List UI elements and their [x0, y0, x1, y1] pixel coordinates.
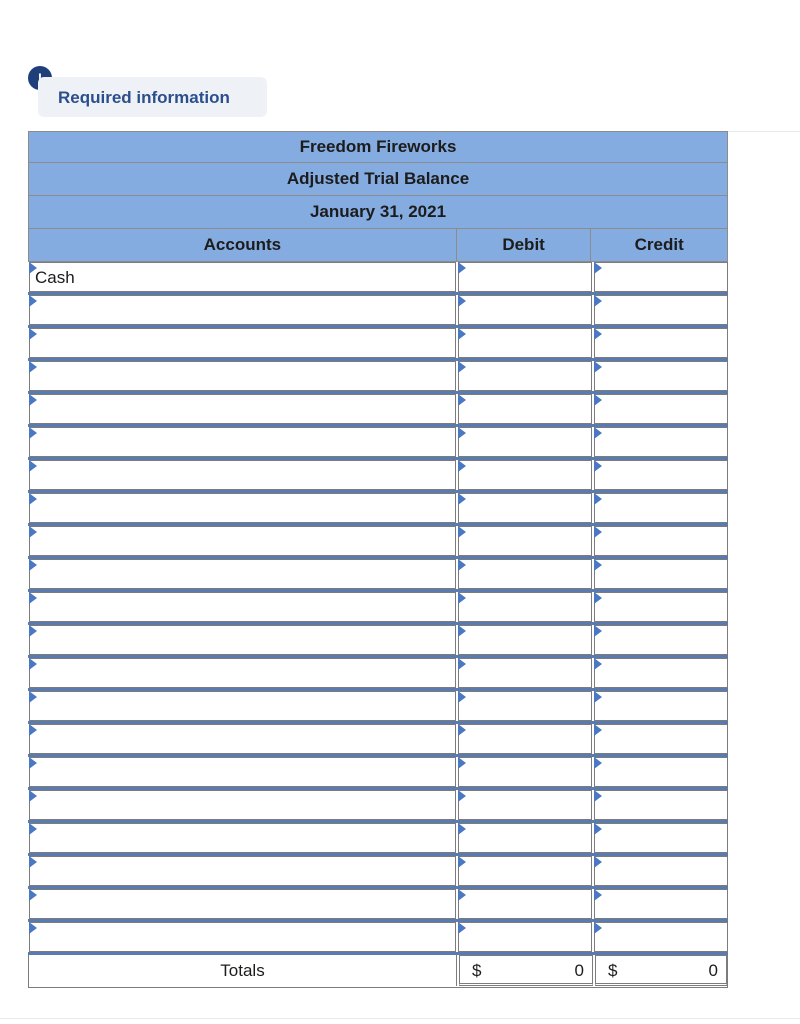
credit-input[interactable]: [594, 592, 728, 622]
credit-input[interactable]: [594, 823, 728, 853]
table-row: [28, 625, 728, 658]
debit-input[interactable]: [458, 889, 592, 919]
table-row: [28, 691, 728, 724]
dropdown-marker-icon: [29, 394, 37, 406]
table-row: [28, 823, 728, 856]
account-select[interactable]: [29, 823, 456, 853]
dropdown-marker-icon: [594, 394, 602, 406]
credit-input[interactable]: [594, 922, 728, 952]
credit-column-header: Credit: [634, 235, 684, 254]
debit-input[interactable]: [458, 823, 592, 853]
debit-input[interactable]: [458, 724, 592, 754]
table-row: [28, 526, 728, 559]
dropdown-marker-icon: [458, 460, 466, 472]
dropdown-marker-icon: [458, 361, 466, 373]
account-select[interactable]: [29, 493, 456, 523]
dropdown-marker-icon: [29, 658, 37, 670]
account-select[interactable]: [29, 790, 456, 820]
dropdown-marker-icon: [594, 691, 602, 703]
totals-label: Totals: [29, 955, 457, 986]
dropdown-marker-icon: [458, 625, 466, 637]
dropdown-marker-icon: [594, 724, 602, 736]
divider: [0, 1018, 800, 1019]
dropdown-marker-icon: [29, 757, 37, 769]
dropdown-marker-icon: [594, 460, 602, 472]
dropdown-marker-icon: [594, 592, 602, 604]
dropdown-marker-icon: [594, 823, 602, 835]
debit-input[interactable]: [458, 625, 592, 655]
account-select[interactable]: [29, 922, 456, 952]
account-select[interactable]: [29, 361, 456, 391]
dropdown-marker-icon: [458, 592, 466, 604]
debit-input[interactable]: [458, 922, 592, 952]
dropdown-marker-icon: [594, 493, 602, 505]
dropdown-marker-icon: [594, 790, 602, 802]
account-select[interactable]: [29, 559, 456, 589]
dropdown-marker-icon: [29, 823, 37, 835]
account-select[interactable]: [29, 394, 456, 424]
table-row: [28, 559, 728, 592]
dropdown-marker-icon: [458, 724, 466, 736]
debit-input[interactable]: [458, 493, 592, 523]
debit-input[interactable]: [458, 856, 592, 886]
dropdown-marker-icon: [458, 328, 466, 340]
dropdown-marker-icon: [458, 889, 466, 901]
table-row: [28, 361, 728, 394]
credit-input[interactable]: [594, 724, 728, 754]
debit-input[interactable]: [458, 394, 592, 424]
table-row: [28, 460, 728, 493]
dropdown-marker-icon: [594, 262, 602, 274]
debit-input[interactable]: [458, 757, 592, 787]
account-select[interactable]: [29, 460, 456, 490]
account-select[interactable]: [29, 427, 456, 457]
debit-column-header: Debit: [457, 229, 592, 261]
table-row: [28, 295, 728, 328]
statement-title: Adjusted Trial Balance: [28, 162, 728, 195]
dropdown-marker-icon: [29, 493, 37, 505]
account-select-value: Cash: [35, 268, 75, 287]
account-select[interactable]: [29, 526, 456, 556]
account-select[interactable]: [29, 592, 456, 622]
debit-input[interactable]: [458, 658, 592, 688]
dropdown-marker-icon: [29, 889, 37, 901]
dropdown-marker-icon: [594, 625, 602, 637]
credit-input[interactable]: [594, 526, 728, 556]
table-row: [28, 658, 728, 691]
totals-row: [28, 955, 728, 988]
credit-input[interactable]: [594, 559, 728, 589]
account-select[interactable]: [29, 691, 456, 721]
table-row: [28, 328, 728, 361]
credit-input[interactable]: [594, 889, 728, 919]
dropdown-marker-icon: [29, 724, 37, 736]
debit-input[interactable]: [458, 790, 592, 820]
credit-total-currency: $: [608, 961, 618, 980]
dropdown-marker-icon: [29, 691, 37, 703]
table-row: [28, 790, 728, 823]
table-row: [28, 889, 728, 922]
debit-input[interactable]: [458, 691, 592, 721]
dropdown-marker-icon: [594, 328, 602, 340]
table-row: [28, 394, 728, 427]
account-select[interactable]: [29, 856, 456, 886]
credit-input[interactable]: [594, 295, 728, 325]
credit-input[interactable]: [594, 361, 728, 391]
credit-input[interactable]: [594, 757, 728, 787]
dropdown-marker-icon: [29, 460, 37, 472]
dropdown-marker-icon: [458, 757, 466, 769]
dropdown-marker-icon: [594, 361, 602, 373]
credit-input[interactable]: [594, 790, 728, 820]
table-row: [28, 922, 728, 955]
divider: [728, 131, 800, 132]
dropdown-marker-icon: [594, 427, 602, 439]
credit-input[interactable]: [594, 625, 728, 655]
debit-input[interactable]: [458, 427, 592, 457]
dropdown-marker-icon: [594, 526, 602, 538]
debit-input[interactable]: [458, 460, 592, 490]
credit-input[interactable]: [594, 658, 728, 688]
account-select[interactable]: [29, 262, 456, 292]
dropdown-marker-icon: [458, 493, 466, 505]
account-select[interactable]: [29, 328, 456, 358]
debit-input[interactable]: [458, 295, 592, 325]
table-row: [28, 427, 728, 460]
dropdown-marker-icon: [29, 790, 37, 802]
debit-total: [459, 955, 593, 986]
dropdown-marker-icon: [594, 658, 602, 670]
dropdown-marker-icon: [594, 559, 602, 571]
dropdown-marker-icon: [594, 922, 602, 934]
account-select[interactable]: [29, 625, 456, 655]
company-name: Freedom Fireworks: [28, 131, 728, 162]
dropdown-marker-icon: [29, 592, 37, 604]
table-row: [28, 856, 728, 889]
account-select[interactable]: [29, 757, 456, 787]
account-rows: [28, 262, 728, 955]
dropdown-marker-icon: [29, 295, 37, 307]
table-row: [28, 724, 728, 757]
dropdown-marker-icon: [29, 361, 37, 373]
column-header-row: [28, 228, 728, 262]
credit-total: [595, 955, 727, 986]
credit-input[interactable]: [594, 493, 728, 523]
statement-date: January 31, 2021: [28, 195, 728, 228]
table-row: [28, 757, 728, 790]
dropdown-marker-icon: [29, 427, 37, 439]
dropdown-marker-icon: [29, 625, 37, 637]
dropdown-marker-icon: [29, 526, 37, 538]
credit-total-value: 0: [708, 961, 718, 980]
debit-input[interactable]: [458, 361, 592, 391]
credit-input[interactable]: [594, 856, 728, 886]
dropdown-marker-icon: [29, 856, 37, 868]
trial-balance-worksheet: [28, 131, 728, 988]
dropdown-marker-icon: [29, 559, 37, 571]
required-information-label: Required information: [58, 88, 230, 107]
credit-input[interactable]: [594, 262, 728, 292]
table-row: [28, 262, 728, 295]
dropdown-marker-icon: [458, 526, 466, 538]
dropdown-marker-icon: [458, 262, 466, 274]
debit-input[interactable]: [458, 592, 592, 622]
credit-input[interactable]: [594, 427, 728, 457]
debit-input[interactable]: [458, 559, 592, 589]
table-row: [28, 493, 728, 526]
dropdown-marker-icon: [458, 394, 466, 406]
accounts-column-header: Accounts: [29, 229, 457, 261]
dropdown-marker-icon: [29, 922, 37, 934]
account-select[interactable]: [29, 724, 456, 754]
debit-input[interactable]: [458, 526, 592, 556]
dropdown-marker-icon: [458, 295, 466, 307]
dropdown-marker-icon: [458, 658, 466, 670]
dropdown-marker-icon: [458, 823, 466, 835]
dropdown-marker-icon: [594, 889, 602, 901]
account-select[interactable]: [29, 658, 456, 688]
credit-input[interactable]: [594, 328, 728, 358]
dropdown-marker-icon: [29, 328, 37, 340]
account-select[interactable]: [29, 889, 456, 919]
dropdown-marker-icon: [594, 295, 602, 307]
debit-input[interactable]: [458, 328, 592, 358]
dropdown-marker-icon: [594, 757, 602, 769]
debit-total-currency: $: [472, 961, 482, 980]
dropdown-marker-icon: [458, 427, 466, 439]
required-information-banner[interactable]: [38, 77, 267, 117]
credit-input[interactable]: [594, 394, 728, 424]
debit-input[interactable]: [458, 262, 592, 292]
dropdown-marker-icon: [594, 856, 602, 868]
dropdown-marker-icon: [458, 790, 466, 802]
dropdown-marker-icon: [458, 922, 466, 934]
table-row: [28, 592, 728, 625]
dropdown-marker-icon: [458, 559, 466, 571]
debit-total-value: 0: [574, 961, 584, 980]
account-select[interactable]: [29, 295, 456, 325]
credit-input[interactable]: [594, 691, 728, 721]
dropdown-marker-icon: [458, 856, 466, 868]
credit-input[interactable]: [594, 460, 728, 490]
dropdown-marker-icon: [458, 691, 466, 703]
